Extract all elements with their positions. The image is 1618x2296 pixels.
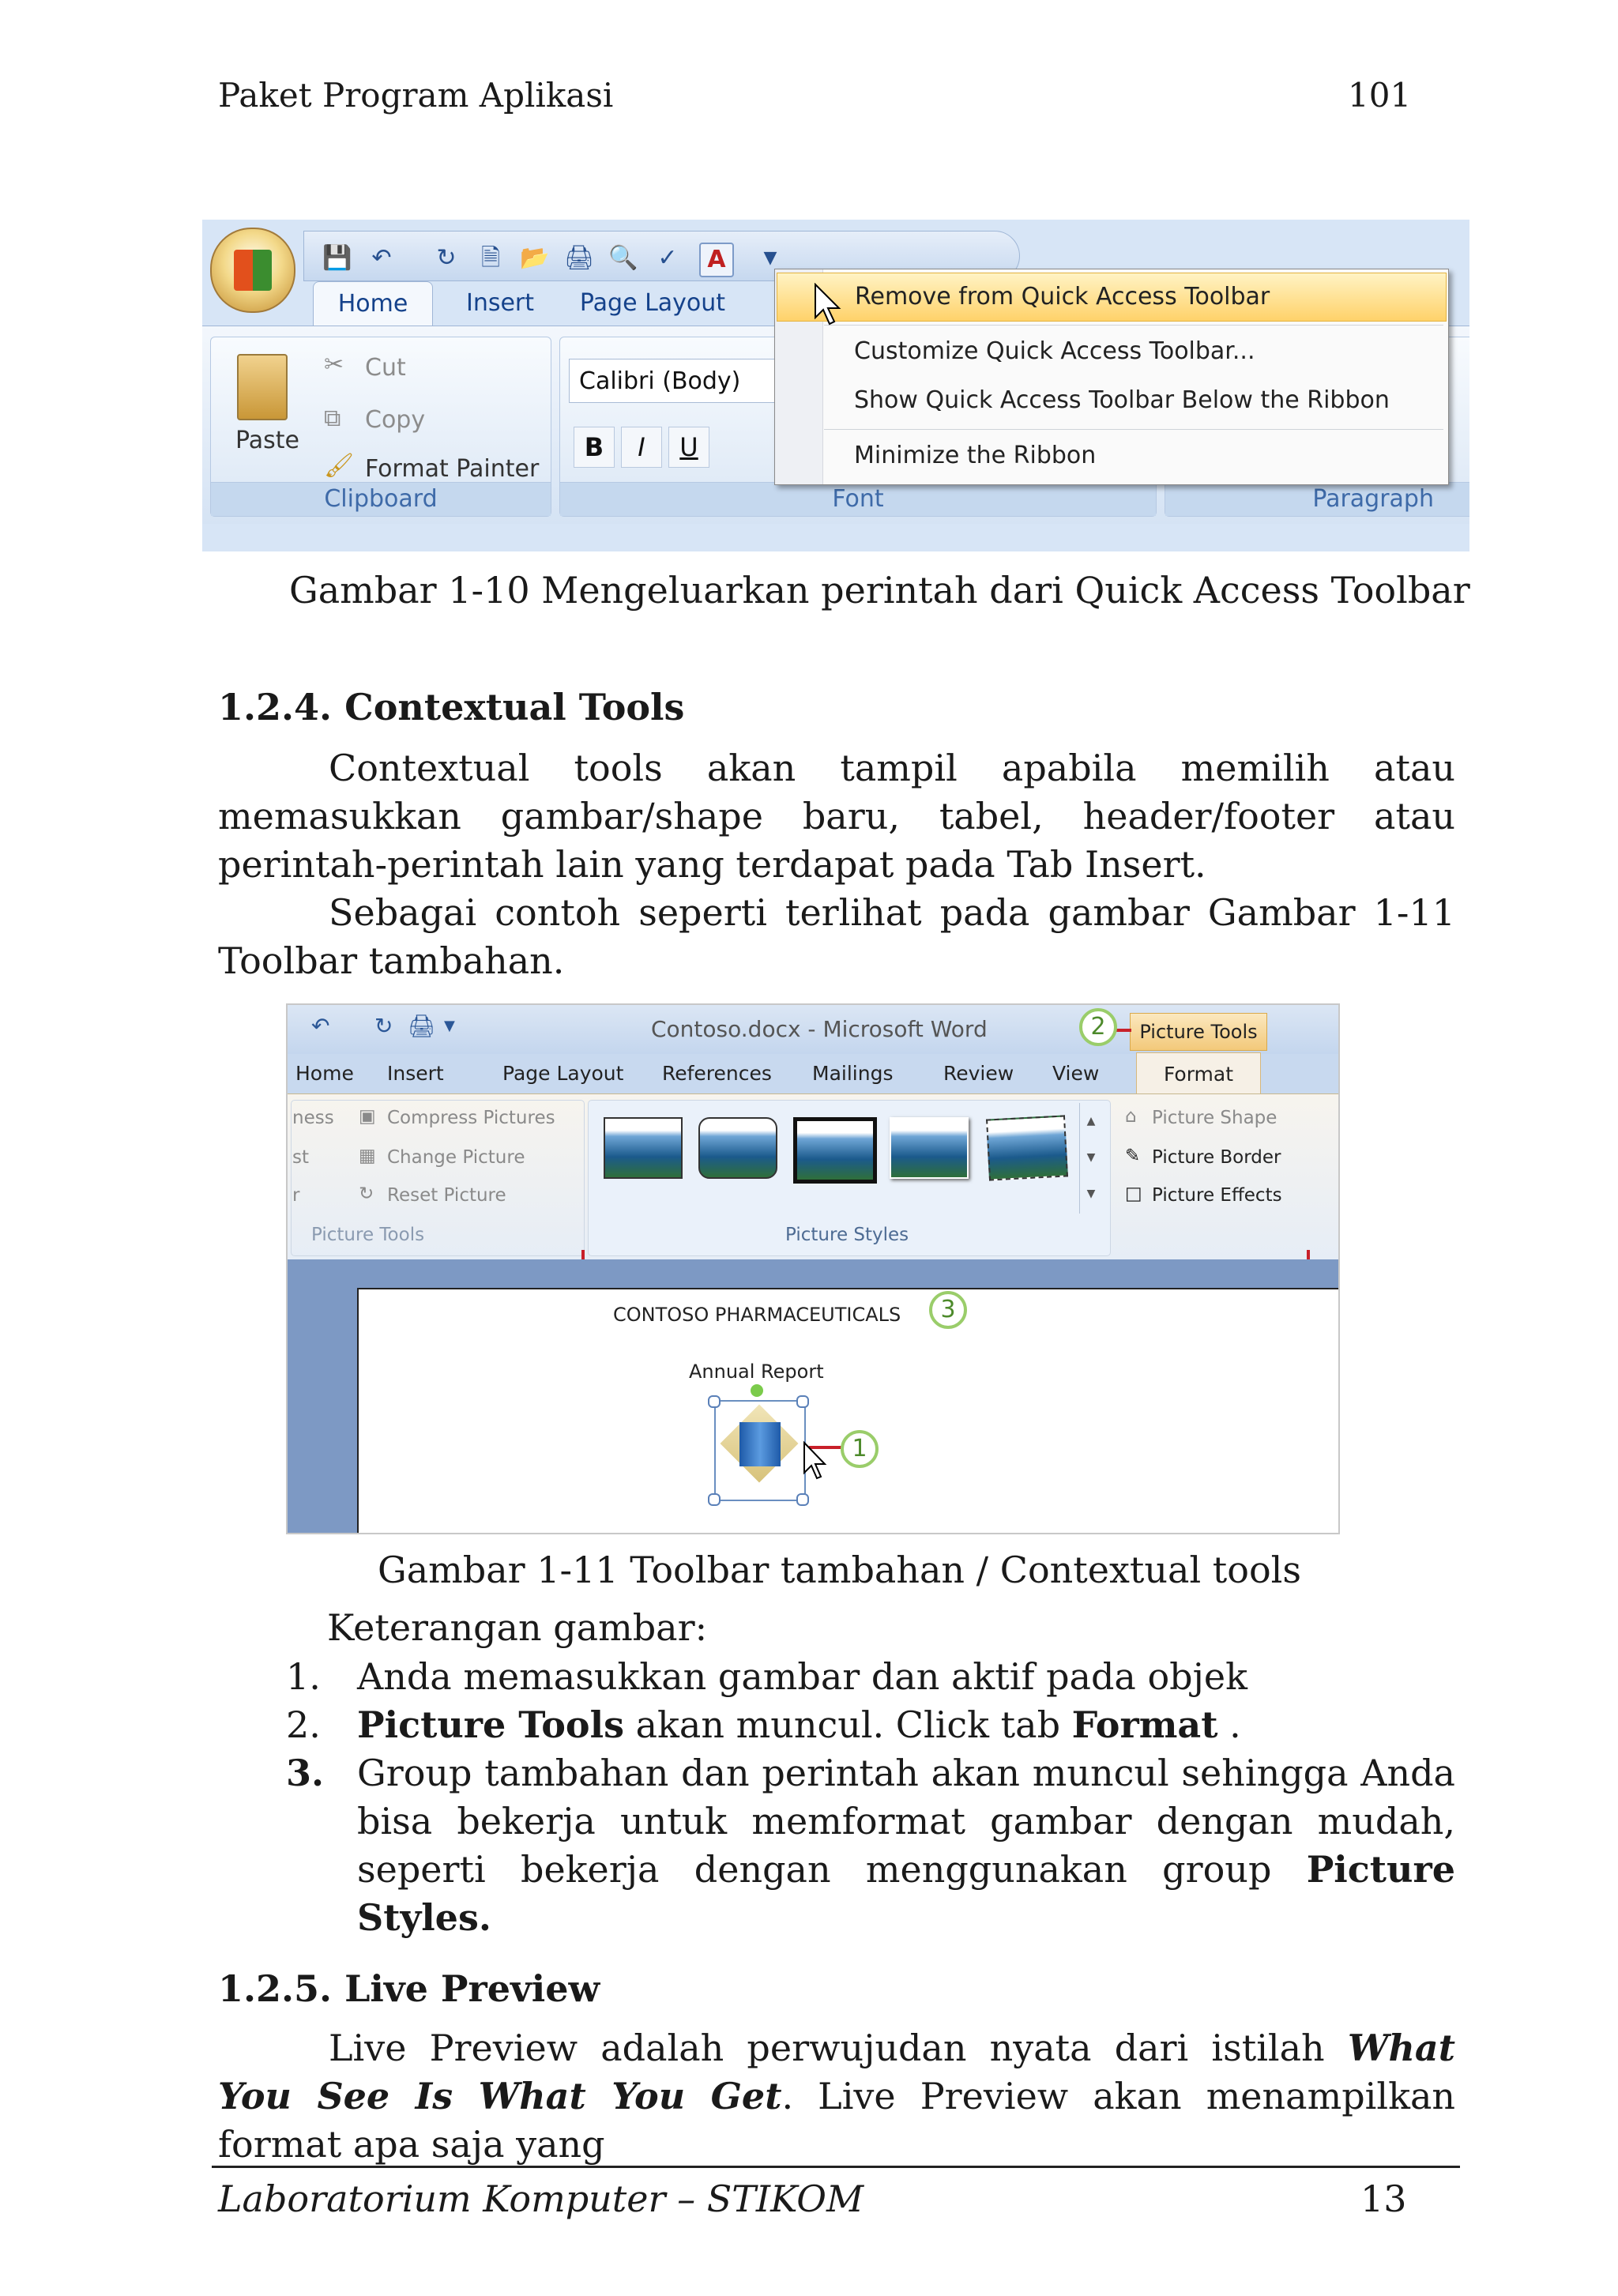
- change-picture-button[interactable]: Change Picture: [387, 1147, 525, 1168]
- footer-page-number: 13: [1360, 2177, 1407, 2220]
- truncated-command-2[interactable]: st: [292, 1147, 310, 1168]
- menu-item-customize-qat[interactable]: Customize Quick Access Toolbar...: [854, 337, 1255, 365]
- font-color-icon[interactable]: A: [699, 243, 734, 277]
- document-company-name: CONTOSO PHARMACEUTICALS: [613, 1304, 901, 1326]
- callout-3: 3: [929, 1291, 967, 1329]
- italic-button[interactable]: I: [621, 427, 662, 468]
- figure1-caption: Gambar 1-10 Mengeluarkan perintah dari Quick Access Toolbar: [289, 569, 1470, 612]
- redo-icon[interactable]: ↻: [374, 1013, 393, 1039]
- format-painter-icon: 🖌: [324, 452, 355, 480]
- picture-style-thumbnail[interactable]: [890, 1117, 969, 1179]
- paragraph-example: Sebagai contoh seperti terlihat pada gambar Gambar 1-11 Toolbar tambahan.: [218, 891, 1455, 982]
- bold-term: Picture Styles.: [357, 1848, 1455, 1939]
- reset-picture-button[interactable]: Reset Picture: [387, 1185, 506, 1206]
- resize-handle[interactable]: [796, 1493, 809, 1506]
- tab-mailings[interactable]: Mailings: [812, 1062, 894, 1085]
- list-item-3: [357, 1749, 1455, 1942]
- notes-title: Keterangan gambar:: [327, 1606, 708, 1649]
- figure2-caption: Gambar 1-11 Toolbar tambahan / Contextual tools: [378, 1549, 1301, 1591]
- paragraph-contextual-tools: Contextual tools akan tampil apabila memilih atau memasukkan gambar/shape baru, tabel, header/footer atau perintah-perintah lain yang terdapat pada Tab Insert.: [218, 747, 1455, 886]
- menu-item-show-qat-below[interactable]: Show Quick Access Toolbar Below the Ribbon: [854, 386, 1390, 414]
- picture-shape-button[interactable]: Picture Shape: [1152, 1108, 1277, 1128]
- picture-style-thumbnail[interactable]: [793, 1117, 877, 1184]
- paragraph-live-preview: [218, 2024, 1455, 2169]
- rotate-handle[interactable]: [751, 1384, 763, 1397]
- open-folder-icon[interactable]: 📂: [520, 244, 550, 272]
- picture-tools-label: Picture Tools: [1130, 1013, 1267, 1051]
- print-icon[interactable]: 🖨: [563, 244, 595, 272]
- picture-effects-icon: □: [1125, 1184, 1142, 1204]
- figure-quick-access-toolbar: [202, 220, 1469, 551]
- scissors-icon: ✂: [324, 351, 344, 378]
- list-text: Group tambahan dan perintah akan muncul sehingga Anda bisa bekerja untuk memformat gambar dengan mudah, seperti bekerja dengan menggunakan group: [357, 1752, 1455, 1891]
- figure-contextual-tools: [286, 1003, 1340, 1534]
- menu-item-minimize-ribbon[interactable]: Minimize the Ribbon: [854, 442, 1097, 469]
- reset-picture-icon: ↻: [359, 1184, 374, 1204]
- list-text: .: [1217, 1703, 1241, 1746]
- building-icon: [739, 1422, 781, 1466]
- paragraph-group-title: Paragraph: [1165, 482, 1469, 516]
- undo-icon[interactable]: ↶: [311, 1013, 330, 1039]
- bold-term: Format: [1071, 1703, 1218, 1746]
- emphasis-term: What You See Is What You Get: [218, 2027, 1455, 2117]
- list-number: 3.: [286, 1752, 325, 1794]
- mouse-cursor-icon: [814, 283, 842, 327]
- menu-separator: [824, 325, 1443, 326]
- mouse-cursor-icon: [803, 1441, 828, 1481]
- section-heading-live-preview: 1.2.5. Live Preview: [218, 1967, 600, 2010]
- picture-style-thumbnail[interactable]: [698, 1117, 777, 1179]
- save-icon[interactable]: 💾: [322, 244, 352, 272]
- paragraph-text: Live Preview adalah perwujudan nyata dari istilah: [329, 2027, 1348, 2069]
- resize-handle[interactable]: [796, 1395, 809, 1408]
- callout-1: 1: [841, 1430, 879, 1468]
- gallery-scroll-arrows[interactable]: ▲ ▼ ▼: [1079, 1103, 1102, 1214]
- paragraph-text: . Live Preview akan menampilkan format apa saja yang: [218, 2075, 1455, 2166]
- menu-separator: [824, 429, 1443, 430]
- tab-insert[interactable]: Insert: [387, 1062, 444, 1085]
- tab-review[interactable]: Review: [943, 1062, 1014, 1085]
- copy-icon: ⧉: [324, 405, 341, 432]
- picture-shape-icon: ⌂: [1125, 1106, 1137, 1127]
- section-heading-contextual-tools: 1.2.4. Contextual Tools: [218, 686, 685, 728]
- list-text: akan muncul. Click tab: [623, 1703, 1072, 1746]
- picture-border-button[interactable]: Picture Border: [1152, 1147, 1281, 1168]
- spelling-icon[interactable]: ✓: [657, 244, 678, 272]
- resize-handle[interactable]: [708, 1493, 721, 1506]
- window-title: Contoso.docx - Microsoft Word: [651, 1016, 988, 1042]
- paste-icon[interactable]: [237, 354, 288, 420]
- picture-style-thumbnail[interactable]: [604, 1117, 683, 1179]
- running-header-page: 101: [1348, 76, 1412, 115]
- menu-item-remove-from-qat[interactable]: Remove from Quick Access Toolbar: [777, 273, 1447, 322]
- bold-button[interactable]: B: [574, 427, 615, 468]
- underline-button[interactable]: U: [668, 427, 709, 468]
- callout-2: 2: [1079, 1008, 1117, 1046]
- compress-pictures-icon: ▣: [359, 1106, 376, 1127]
- customize-qat-chevron-icon[interactable]: ▼: [444, 1018, 455, 1034]
- undo-icon[interactable]: ↶: [371, 244, 392, 272]
- tab-format[interactable]: Format: [1136, 1052, 1261, 1096]
- list-item-2: [357, 1701, 1455, 1749]
- adjust-group-title: Picture Tools: [311, 1225, 425, 1245]
- cut-button[interactable]: Cut: [365, 354, 406, 382]
- truncated-command-1[interactable]: ness: [292, 1108, 334, 1128]
- office-logo-icon: [234, 250, 272, 291]
- redo-icon[interactable]: ↻: [436, 244, 457, 272]
- tab-page-layout[interactable]: Page Layout: [502, 1062, 624, 1085]
- paste-button[interactable]: Paste: [235, 427, 299, 454]
- list-number: 2.: [286, 1703, 321, 1746]
- picture-effects-button[interactable]: Picture Effects: [1152, 1185, 1282, 1206]
- document-report-title: Annual Report: [689, 1361, 824, 1383]
- picture-border-icon: ✎: [1125, 1146, 1141, 1166]
- selected-picture[interactable]: [714, 1400, 806, 1501]
- bold-term: Picture Tools: [357, 1703, 624, 1746]
- footer-lab-name: Laboratorium Komputer – STIKOM: [218, 2177, 864, 2220]
- customize-qat-chevron-icon[interactable]: ▼: [763, 248, 777, 268]
- tab-references[interactable]: References: [662, 1062, 772, 1085]
- office-button[interactable]: [210, 228, 295, 313]
- picture-style-thumbnail[interactable]: [986, 1115, 1068, 1180]
- copy-button[interactable]: Copy: [365, 406, 426, 434]
- tab-insert[interactable]: Insert: [465, 289, 535, 317]
- tab-home[interactable]: Home: [295, 1062, 354, 1085]
- qat-context-menu: [774, 269, 1449, 485]
- truncated-command-3[interactable]: r: [292, 1185, 300, 1206]
- resize-handle[interactable]: [708, 1395, 721, 1408]
- tab-page-layout[interactable]: Page Layout: [579, 289, 726, 317]
- font-name-combobox[interactable]: Calibri (Body): [569, 359, 784, 403]
- clipboard-group-title: Clipboard: [211, 482, 551, 516]
- print-preview-icon[interactable]: 🔍: [608, 244, 638, 272]
- footer-rule: [212, 2166, 1460, 2168]
- list-number: 1.: [286, 1655, 321, 1698]
- change-picture-icon: ▦: [359, 1146, 376, 1166]
- font-group-title: Font: [560, 482, 1156, 516]
- compress-pictures-button[interactable]: Compress Pictures: [387, 1108, 555, 1128]
- running-header-title: Paket Program Aplikasi: [218, 76, 614, 115]
- list-item-1: Anda memasukkan gambar dan aktif pada objek: [357, 1655, 1247, 1698]
- print-icon[interactable]: 🖨: [408, 1013, 436, 1039]
- new-document-icon[interactable]: 🗎: [480, 244, 501, 272]
- tab-home[interactable]: Home: [313, 281, 433, 326]
- format-painter-button[interactable]: Format Painter: [365, 455, 540, 483]
- picture-styles-group-title: Picture Styles: [785, 1225, 909, 1245]
- tab-view[interactable]: View: [1052, 1062, 1100, 1085]
